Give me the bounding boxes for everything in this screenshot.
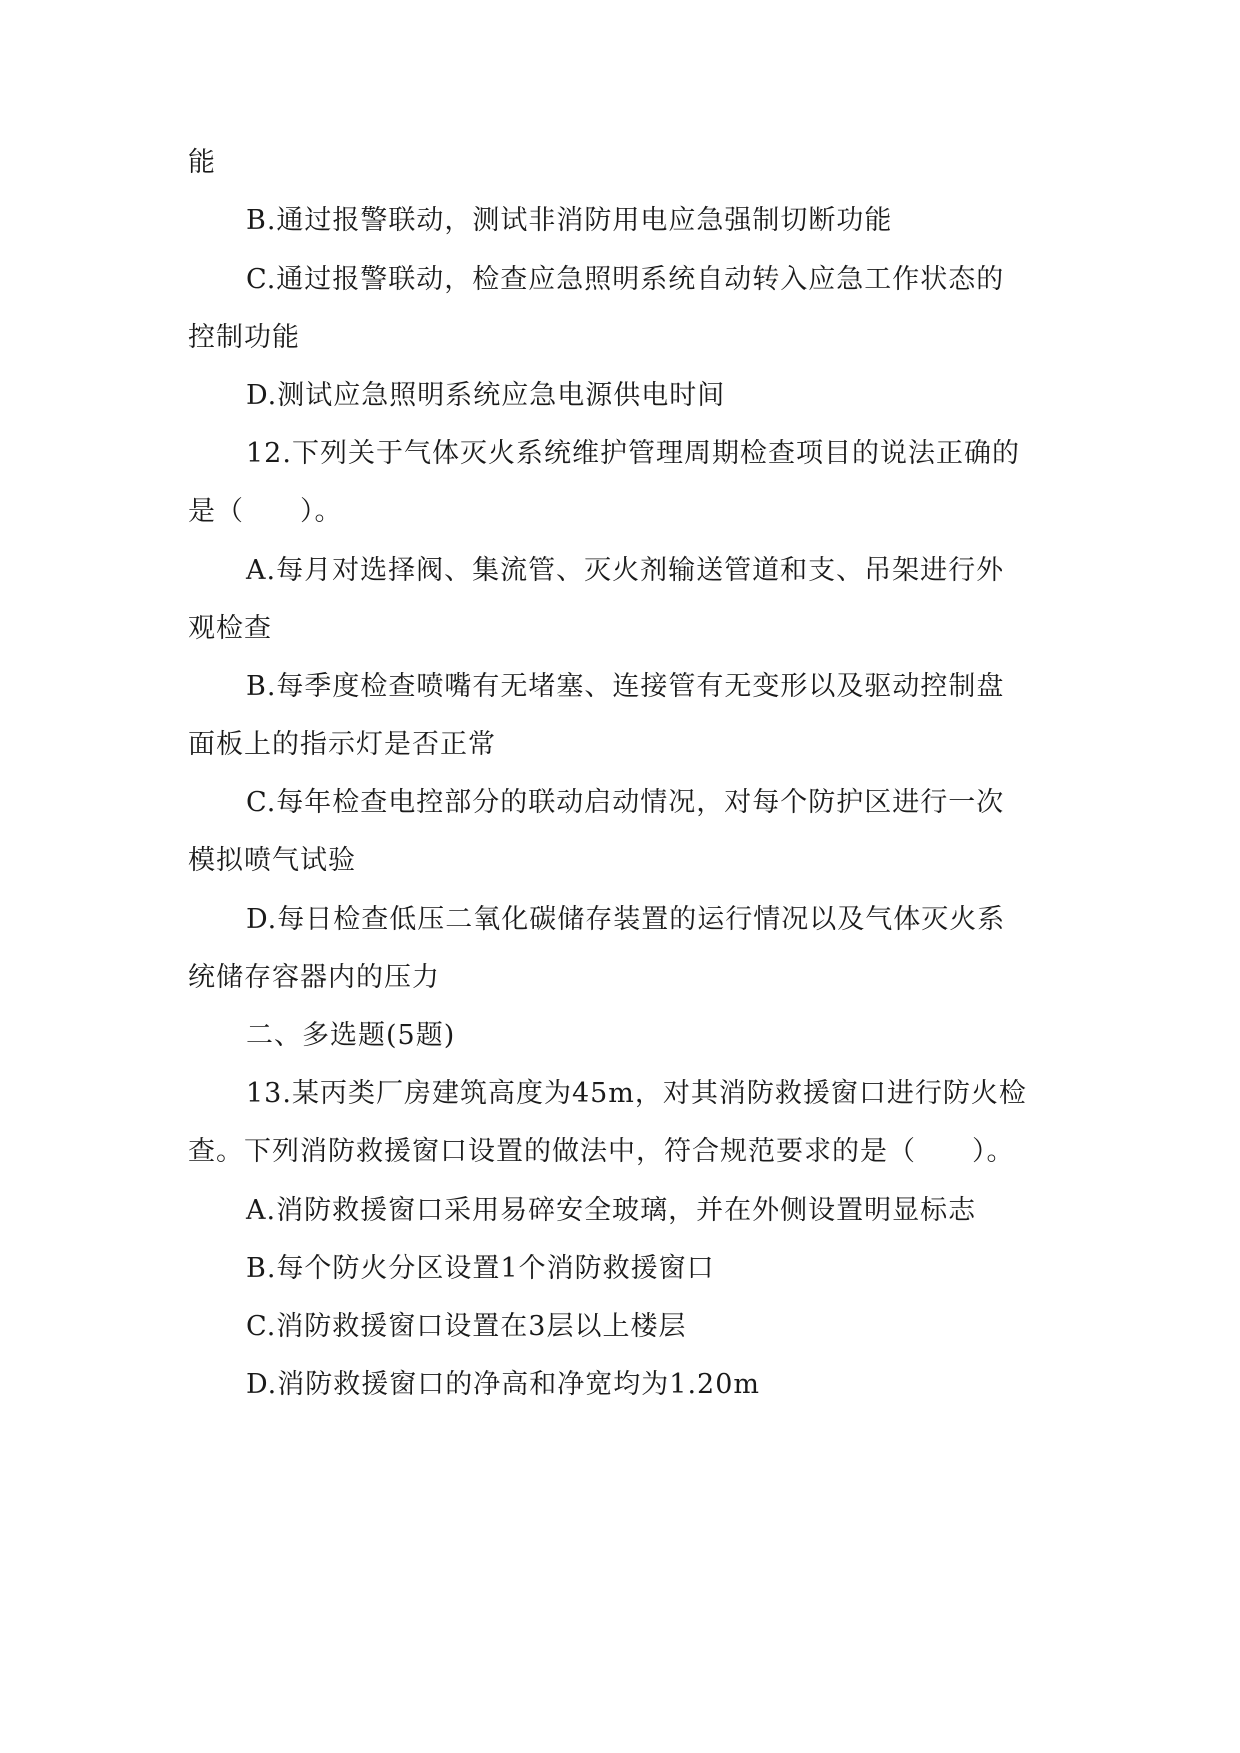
question-13: 13.某丙类厂房建筑高度为45m，对其消防救援窗口进行防火检 <box>246 1078 1027 1109</box>
question-12: 12.下列关于气体灭火系统维护管理周期检查项目的说法正确的 <box>246 438 1020 469</box>
q12-option-d: D.每日检查低压二氧化碳储存装置的运行情况以及气体灭火系 <box>246 904 1006 935</box>
q11-option-c-cont: 控制功能 <box>188 322 300 353</box>
q12-option-b-cont: 面板上的指示灯是否正常 <box>188 729 496 760</box>
q13-option-b: B.每个防火分区设置1个消防救援窗口 <box>246 1253 715 1284</box>
text-line-continuation: 能 <box>188 147 216 178</box>
q13-option-d: D.消防救援窗口的净高和净宽均为1.20m <box>246 1369 760 1400</box>
q12-option-a-cont: 观检查 <box>188 613 272 644</box>
question-12-cont: 是（ ）。 <box>188 496 343 527</box>
q11-option-c: C.通过报警联动，检查应急照明系统自动转入应急工作状态的 <box>246 264 1005 295</box>
q11-option-d: D.测试应急照明系统应急电源供电时间 <box>246 380 726 411</box>
q13-option-c: C.消防救援窗口设置在3层以上楼层 <box>246 1311 687 1342</box>
q11-option-b: B.通过报警联动，测试非消防用电应急强制切断功能 <box>246 205 893 236</box>
q12-option-c: C.每年检查电控部分的联动启动情况，对每个防护区进行一次 <box>246 787 1005 818</box>
q12-option-d-cont: 统储存容器内的压力 <box>188 962 440 993</box>
section-heading-multiple-choice: 二、多选题(5题) <box>246 1020 456 1051</box>
q12-option-a: A.每月对选择阀、集流管、灭火剂输送管道和支、吊架进行外 <box>246 555 1005 586</box>
q13-option-a: A.消防救援窗口采用易碎安全玻璃，并在外侧设置明显标志 <box>246 1195 977 1226</box>
q12-option-b: B.每季度检查喷嘴有无堵塞、连接管有无变形以及驱动控制盘 <box>246 671 1005 702</box>
q12-option-c-cont: 模拟喷气试验 <box>188 845 356 876</box>
question-13-cont: 查。下列消防救援窗口设置的做法中，符合规范要求的是（ ）。 <box>188 1136 1015 1167</box>
